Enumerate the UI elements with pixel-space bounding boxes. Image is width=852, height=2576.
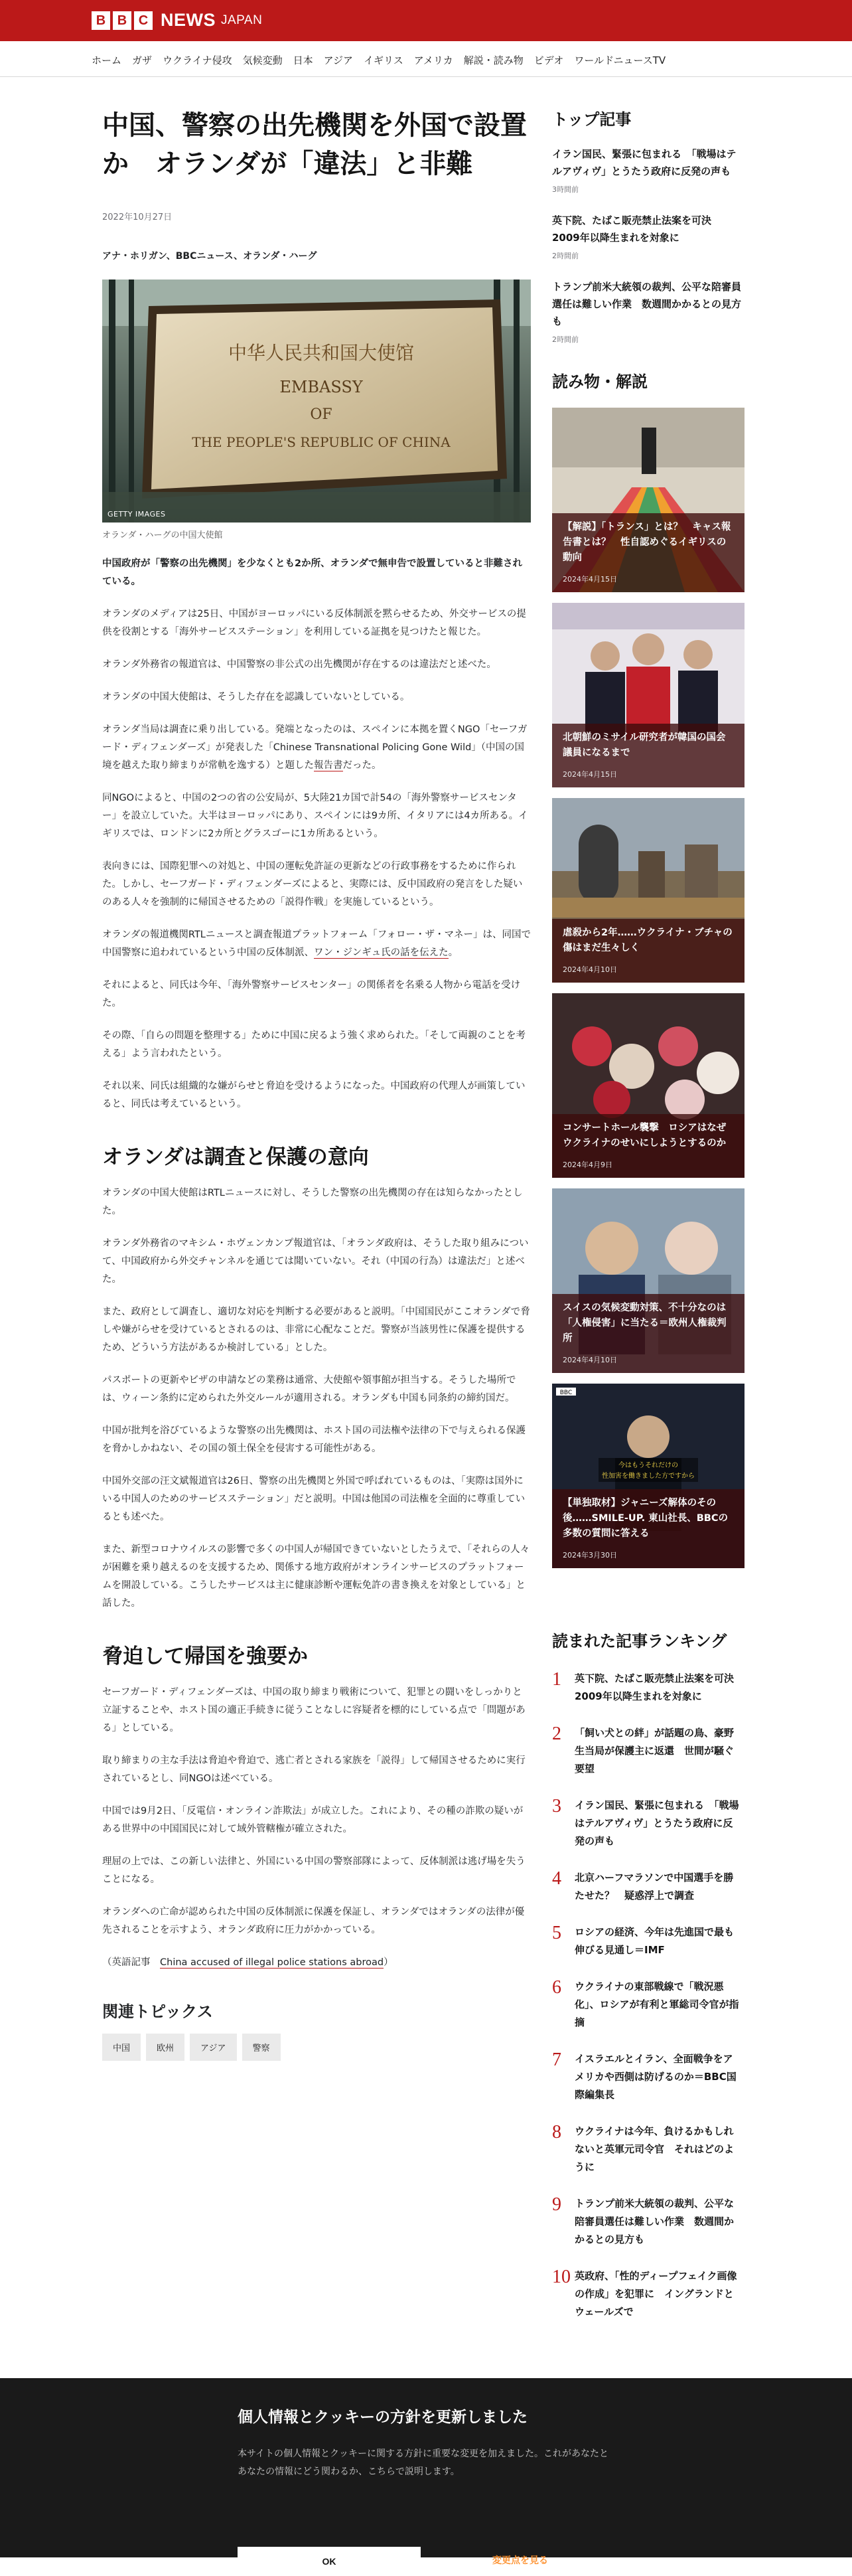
paragraph: オランダの中国大使館はRTLニュースに対し、そうした警察の出先機関の存在は知らなかったとした。 bbox=[102, 1188, 523, 1216]
feature-title: 虐殺から2年……ウクライナ・ブチャの傷はまだ生々しく bbox=[563, 927, 733, 953]
article bbox=[102, 106, 531, 2061]
video-subtitle-line: 今はもうそれだけの bbox=[618, 1462, 678, 1469]
paragraph: それによると、同氏は今年、「海外警察サービスセンター」の関係者を名乗る人物から電話を受けた。 bbox=[102, 980, 521, 1008]
top-story[interactable] bbox=[552, 278, 745, 345]
cookie-text: 本サイトの個人情報とクッキーに関する方針に重要な変更を加えました。これがあなたとあなたの情報にどう関わるか、こちらで説明します。 bbox=[238, 2449, 609, 2477]
bbc-badge: BBC bbox=[559, 1390, 573, 1396]
feature-card-caption bbox=[552, 1294, 745, 1373]
paragraph-text: だった。 bbox=[342, 760, 382, 771]
rank-number: 9 bbox=[552, 2194, 561, 2215]
feature-title: 【解説】「トランス」とは？ キャス報告書とは？ 性自認めぐるイギリスの動向 bbox=[563, 522, 731, 563]
topic-tag[interactable]: アジア bbox=[190, 2034, 236, 2061]
rank-number: 5 bbox=[552, 1923, 561, 1943]
paragraph: また、政府として調査し、適切な対応を判断する必要があると説明。「中国国民がここオランダで脅しや嫌がらせを受けているとされるのは、非常に心配なことだ。警察が当該男性に保護を提供するため、どういう方法があるか検討している」とした。 bbox=[102, 1307, 530, 1353]
paragraph: オランダ外務省の報道官は、中国警察の非公式の出先機関が存在するのは違法だと述べた。 bbox=[102, 659, 496, 670]
paragraph: オランダの中国大使館は、そうした存在を認識していないとしている。 bbox=[102, 692, 410, 702]
nav-item-climate[interactable]: 気候変動 bbox=[242, 54, 283, 66]
paragraph-text: オランダ当局は調査に乗り出している。発端となったのは、スペインに本拠を置くNGO「セーフガード・ディフェンダーズ」が発表した「Chinese Transnational Policing Gone Wild」（中国の国境を越えた取り締まりが常軌を逸する）と題した bbox=[102, 724, 528, 771]
ranking-item[interactable] bbox=[552, 1923, 745, 1959]
feature-card[interactable] bbox=[552, 1384, 745, 1568]
paragraph: 理屈の上では、この新しい法律と、外国にいる中国の警察部隊によって、反体制派は逃げ場を失うことになる。 bbox=[102, 1856, 526, 1885]
bbc-logo-letter: B bbox=[113, 11, 131, 30]
ranking-heading: 読まれた記事ランキング bbox=[552, 1632, 727, 1650]
feature-card[interactable] bbox=[552, 408, 745, 592]
site-header bbox=[0, 0, 852, 41]
nav-item-video[interactable]: ビデオ bbox=[533, 54, 564, 66]
cookie-ok-button[interactable]: OK bbox=[238, 2547, 421, 2576]
paragraph: 中国では9月2日、「反電信・オンライン詐欺法」が成立した。これにより、その種の詐欺の疑いがある世界中の中国国民に対して域外管轄権が確立された。 bbox=[102, 1806, 524, 1834]
feature-date: 2024年4月10日 bbox=[563, 1356, 617, 1364]
paragraph: それ以来、同氏は組織的な嫌がらせと脅迫を受けるようになった。中国政府の代理人が画策していると、同氏は考えているという。 bbox=[102, 1081, 526, 1109]
rank-number: 7 bbox=[552, 2050, 561, 2070]
rank-title[interactable]: 「飼い犬との絆」が話題の鳥、豪野生当局が保護主に返還 世間が騒ぐ要望 bbox=[575, 1727, 735, 1775]
sign-prc-text: THE PEOPLE'S REPUBLIC OF CHINA bbox=[192, 434, 451, 450]
cookie-banner-content bbox=[238, 2405, 609, 2567]
related-topics bbox=[102, 2034, 531, 2061]
paragraph-text: 。 bbox=[448, 947, 459, 958]
wang-story-link[interactable]: ワン・ジンギュ氏の話を伝えた bbox=[314, 947, 449, 958]
bbc-logo-letter: B bbox=[92, 11, 110, 30]
paragraph: オランダのメディアは25日、中国がヨーロッパにいる反体制派を黙らせるため、外交サービスの提供を役割とする「海外サービスステーション」を利用している証拠を見つけたと報じた。 bbox=[102, 609, 526, 637]
rank-number: 1 bbox=[552, 1669, 561, 1690]
paragraph bbox=[102, 926, 531, 962]
rank-number: 2 bbox=[552, 1724, 561, 1744]
view-changes-link[interactable]: 変更点を見る bbox=[492, 2555, 548, 2566]
article-body bbox=[102, 555, 531, 1972]
feature-card-caption bbox=[552, 919, 745, 983]
features-heading: 読み物・解説 bbox=[552, 372, 648, 391]
top-stories-heading: トップ記事 bbox=[552, 110, 632, 129]
embassy-sign-photo bbox=[102, 280, 531, 523]
nav-item-us[interactable]: アメリカ bbox=[413, 54, 453, 66]
feature-card-caption bbox=[552, 724, 745, 787]
feature-date: 2024年4月15日 bbox=[563, 770, 617, 779]
top-story[interactable] bbox=[552, 145, 745, 195]
sign-of-text: OF bbox=[310, 406, 332, 423]
video-subtitle-line: 性加害を働きました方ですから bbox=[602, 1473, 695, 1480]
rank-title[interactable]: 英下院、たばこ販売禁止法案を可決 2009年以降生まれを対象に bbox=[575, 1672, 745, 1702]
rank-number: 3 bbox=[552, 1796, 561, 1816]
source-prefix: （英語記事 bbox=[102, 1957, 160, 1968]
bbc-news-japan-logo[interactable] bbox=[92, 10, 262, 31]
feature-card-caption bbox=[552, 1489, 745, 1568]
image-caption: オランダ・ハーグの中国大使館 bbox=[102, 530, 223, 540]
paragraph: その際、「自らの問題を整理する」ために中国に戻るよう強く求められた。「そして両親のことを考える」よう言われたという。 bbox=[102, 1030, 526, 1059]
top-story-time: 2時間前 bbox=[552, 335, 579, 344]
paragraph: 表向きには、国際犯罪への対処と、中国の運転免許証の更新などの行政事務をするために作られた。しかし、セーフガード・ディフェンダーズによると、実際には、反中国政府の発言をした疑いのある人々を強制的に帰国させるための「説得作戦」を実施しているという。 bbox=[102, 861, 523, 908]
rank-number: 4 bbox=[552, 1868, 561, 1889]
nav-item-uk[interactable]: イギリス bbox=[364, 54, 403, 66]
paragraph: オランダ外務省のマキシム・ホヴェンカンプ報道官は、「オランダ政府は、そうした取り組みについて、中国政府から外交チャンネルを通じては聞いていない。それ（中国の行為）は違法だ」と述べた。 bbox=[102, 1238, 529, 1285]
top-story-title[interactable]: イラン国民、緊張に包まれる 「戦場はテルアヴィヴ」とうたう政府に反発の声も bbox=[552, 148, 737, 177]
paragraph: 中国外交部の汪文斌報道官は26日、警察の出先機関と外国で呼ばれているものは、「実際は国外にいる中国人のためのサービスステーション」だと説明。中国は他国の司法権を全面的に尊重しているとも述べた。 bbox=[102, 1476, 526, 1522]
feature-title: 北朝鮮のミサイル研究者が韓国の国会議員になるまで bbox=[563, 732, 726, 758]
nav-item-asia[interactable]: アジア bbox=[323, 54, 354, 66]
top-story-time: 2時間前 bbox=[552, 252, 579, 260]
rank-title[interactable]: 北京ハーフマラソンで中国選手を勝たせた？ 疑惑浮上で調査 bbox=[575, 1872, 734, 1901]
rank-title[interactable]: イスラエルとイラン、全面戦争をアメリカや西側は防げるのか＝BBC国際編集長 bbox=[575, 2053, 737, 2101]
top-story-time: 3時間前 bbox=[552, 185, 579, 194]
ranking-item[interactable] bbox=[552, 1797, 745, 1850]
paragraph-text: オランダの報道機関RTLニュースと調査報道プラットフォーム「フォロー・ザ・マネー」は、同国で中国警察に追われているという中国の反体制派、 bbox=[102, 929, 531, 958]
sign-embassy-text: EMBASSY bbox=[279, 378, 363, 396]
source-suffix: ） bbox=[384, 1957, 393, 1968]
feature-card-caption bbox=[552, 1114, 745, 1178]
paragraph: オランダへの亡命が認められた中国の反体制派に保護を保証し、オランダではオランダの法律が優先されることを示すよう、オランダ政府に圧力がかかっている。 bbox=[102, 1907, 525, 1935]
feature-title: スイスの気候変動対策、不十分なのは「人権侵害」に当たる＝欧州人権裁判所 bbox=[563, 1303, 727, 1344]
nav-item-ukraine[interactable]: ウクライナ侵攻 bbox=[163, 54, 232, 66]
related-topics-heading: 関連トピックス bbox=[102, 2002, 213, 2021]
feature-card[interactable] bbox=[552, 1188, 745, 1373]
article-byline: アナ・ホリガン、BBCニュース、オランダ・ハーグ bbox=[102, 251, 317, 262]
rank-number: 10 bbox=[552, 2267, 571, 2287]
paragraph: また、新型コロナウイルスの影響で多くの中国人が帰国できていないとしたうえで、「それらの人々が困難を乗り越えるのを支援するため、関係する地方政府がオンラインサービスのプラットフォームを開設している。こうしたサービスは主に健康診断や運転免許の書き換えを対象としている」と話した。 bbox=[102, 1544, 530, 1609]
english-article-link[interactable]: China accused of illegal police stations abroad bbox=[160, 1957, 384, 1968]
article-hero-image bbox=[102, 280, 531, 523]
top-story[interactable] bbox=[552, 212, 745, 261]
rank-title[interactable]: トランプ前米大統領の裁判、公平な陪審員選任は難しい作業 数週間かかるとの見方も bbox=[575, 2198, 735, 2245]
ranking-item[interactable] bbox=[552, 1869, 745, 1905]
topic-tag[interactable]: 警察 bbox=[242, 2034, 281, 2061]
article-lead: 中国政府が「警察の出先機関」を少なくとも2か所、オランダで無申告で設置していると非難されている。 bbox=[102, 558, 523, 587]
feature-card[interactable] bbox=[552, 993, 745, 1178]
ranking-item[interactable] bbox=[552, 2050, 745, 2104]
cookie-banner bbox=[0, 2378, 852, 2567]
ranking-item[interactable] bbox=[552, 2195, 745, 2249]
section-heading: オランダは調査と保護の意向 bbox=[102, 1145, 369, 1169]
rank-title[interactable]: イラン国民、緊張に包まれる 「戦場はテルアヴィヴ」とうたう政府に反発の声も bbox=[575, 1799, 739, 1847]
ranking-item[interactable] bbox=[552, 1724, 745, 1778]
feature-date: 2024年3月30日 bbox=[563, 1551, 617, 1560]
ranking-item[interactable] bbox=[552, 2267, 745, 2321]
report-link[interactable]: 報告書 bbox=[314, 760, 343, 771]
nav-item-japan[interactable]: 日本 bbox=[293, 54, 313, 66]
section-heading: 脅迫して帰国を強要か bbox=[102, 1645, 308, 1668]
sign-chinese-text: 中华人民共和国大使馆 bbox=[228, 342, 415, 364]
nav-item-features[interactable]: 解説・読み物 bbox=[463, 54, 524, 66]
rank-title[interactable]: ウクライナの東部戦線で「戦況悪化」、ロシアが有利と軍総司令官が指摘 bbox=[575, 1980, 739, 2028]
main-nav bbox=[0, 41, 852, 77]
ranking-item[interactable] bbox=[552, 1670, 745, 1706]
feature-title: コンサートホール襲撃 ロシアはなぜウクライナのせいにしようとするのか bbox=[563, 1123, 727, 1149]
feature-date: 2024年4月10日 bbox=[563, 965, 617, 974]
feature-date: 2024年4月15日 bbox=[563, 575, 617, 584]
nav-item-worldnewstv[interactable]: ワールドニュースTV bbox=[574, 54, 666, 66]
feature-card-caption bbox=[552, 513, 745, 592]
paragraph: パスポートの更新やビザの申請などの業務は通常、大使館や領事館が担当する。そうした場所では、ウィーン条約に定められた外交ルールが適用される。オランダも中国も同条約の締約国だ。 bbox=[102, 1375, 516, 1404]
logo-region: JAPAN bbox=[221, 13, 263, 27]
rank-title[interactable]: 英政府、「性的ディープフェイク画像の作成」を犯罪に イングランドとウェールズで bbox=[575, 2270, 737, 2318]
paragraph bbox=[102, 721, 531, 775]
feature-date: 2024年4月9日 bbox=[563, 1161, 612, 1169]
sidebar bbox=[552, 106, 745, 2340]
topic-tag[interactable]: 欧州 bbox=[146, 2034, 184, 2061]
rank-number: 8 bbox=[552, 2122, 561, 2142]
paragraph: 中国が批判を浴びているような警察の出先機関は、ホスト国の司法権や法律の下で与えられる保護を脅かしかねない、その国の領土保全を侵害する可能性がある。 bbox=[102, 1425, 526, 1454]
top-story-title[interactable]: 英下院、たばこ販売禁止法案を可決 2009年以降生まれを対象に bbox=[552, 214, 722, 244]
paragraph: セーフガード・ディフェンダーズは、中国の取り締まり戦術について、犯罪との闘いをしっかりと立証することや、ホスト国の適正手続きに従うことなしに容疑者を標的にしている点で「問題がある」としている。 bbox=[102, 1687, 526, 1733]
nav-item-home[interactable]: ホーム bbox=[92, 54, 122, 66]
ranking-item[interactable] bbox=[552, 2123, 745, 2176]
bbc-logo-letter: C bbox=[134, 11, 153, 30]
source-note bbox=[102, 1954, 531, 1972]
paragraph: 同NGOによると、中国の2つの省の公安局が、5大陸21カ国で計54の「海外警察サービスセンター」を設立していた。大半はヨーロッパにあり、スペインには9カ所、イタリアには4カ所ある。イギリスでは、ロンドンに2カ所とグラスゴーに1カ所あるという。 bbox=[102, 793, 528, 839]
rank-number: 6 bbox=[552, 1977, 561, 1998]
article-headline: 中国、警察の出先機関を外国で設置か オランダが「違法」と非難 bbox=[102, 110, 527, 179]
image-credit: GETTY IMAGES bbox=[107, 510, 166, 519]
feature-title: 【単独取材】ジャニーズ解体のその後……SMILE-UP. 東山社長、BBCの多数の質問に答える bbox=[563, 1498, 728, 1539]
article-date: 2022年10月27日 bbox=[102, 212, 173, 222]
topic-tag[interactable]: 中国 bbox=[102, 2034, 141, 2061]
feature-card[interactable] bbox=[552, 603, 745, 787]
paragraph: 取り締まりの主な手法は脅迫や脅迫で、逃亡者とされる家族を「説得」して帰国させるために実行されているとし、同NGOは述べている。 bbox=[102, 1755, 526, 1784]
logo-news: NEWS bbox=[161, 10, 216, 30]
feature-card[interactable] bbox=[552, 798, 745, 983]
top-story-title[interactable]: トランプ前米大統領の裁判、公平な陪審員選任は難しい作業 数週間かかるとの見方も bbox=[552, 281, 742, 327]
ranking-item[interactable] bbox=[552, 1978, 745, 2032]
rank-title[interactable]: ウクライナは今年、負けるかもしれないと英軍元司令官 それはどのように bbox=[575, 2125, 735, 2173]
rank-title[interactable]: ロシアの経済、今年は先進国で最も伸びる見通し＝IMF bbox=[575, 1926, 735, 1956]
cookie-title: 個人情報とクッキーの方針を更新しました bbox=[238, 2409, 528, 2426]
nav-item-gaza[interactable]: ガザ bbox=[132, 54, 153, 66]
